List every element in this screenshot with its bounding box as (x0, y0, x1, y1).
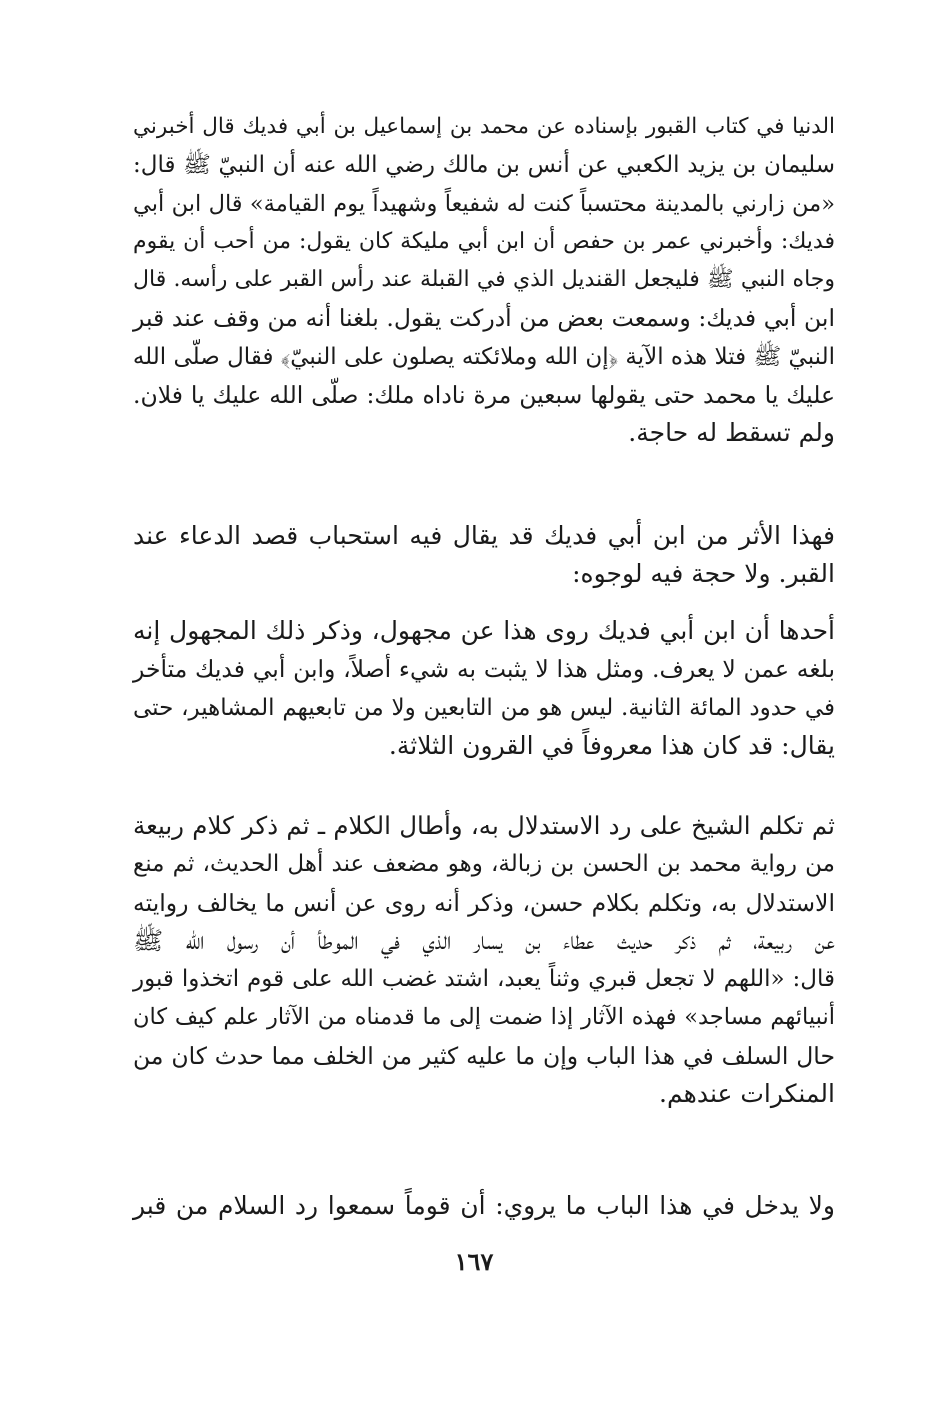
text-line: عن ربيعة، ثم ذكر حديث عطاء بن يسار الذي في الموطأ أن رسول الله ﷺ (133, 925, 835, 955)
text-line: فهذا الأثر من ابن أبي فديك قد يقال فيه استحباب قصد الدعاء عند (133, 521, 835, 550)
paragraph-shaykh-discussion (133, 807, 835, 1113)
text-line: الاستدلال به، وتكلم بكلام حسن، وذكر أنه روى عن أنس ما يخالف روايته (133, 888, 835, 917)
paragraph-hadith-narration (133, 108, 835, 453)
text-line: الدنيا في كتاب القبور بإسناده عن محمد بن إسماعيل بن أبي فديك قال أخبرني (133, 114, 835, 139)
text-line: عليك يا محمد حتى يقولها سبعين مرة ناداه ملك: صلّى الله عليك يا فلان. (133, 381, 835, 410)
text-line: ولا يدخل في هذا الباب ما يروي: أن قوماً سمعوا رد السلام من قبر (133, 1191, 835, 1220)
text-line: القبر. ولا حجة فيه لوجوه: (572, 559, 835, 589)
text-line: أحدها أن ابن أبي فديك روى هذا عن مجهول، وذكر ذلك المجهول إنه (133, 616, 835, 645)
paragraph-continuation (133, 1187, 835, 1225)
text-line: النبيّ ﷺ فتلا هذه الآية ﴿إن الله وملائكته يصلون على النبيّ﴾ فقال صلّى الله (132, 343, 835, 370)
text-line: أنبيائهم مساجد» فهذه الآثار إذا ضمت إلى ما قدمناه من الآثار علم كيف كان (133, 1004, 835, 1031)
text-line: من رواية محمد بن الحسن بن زبالة، وهو مضعف عند أهل الحديث، ثم منع (133, 851, 835, 878)
text-line: المنكرات عندهم. (659, 1079, 835, 1109)
text-line: ولم تسقط له حاجة. (628, 418, 835, 448)
paragraph-first-reason (133, 612, 835, 765)
text-line: وجاه النبي ﷺ فليجعل القنديل الذي في القبلة عند رأس القبر على رأسه. قال (133, 267, 835, 293)
page-number: ١٦٧ (454, 1247, 494, 1276)
text-line: «من زارني بالمدينة محتسباً كنت له شفيعاً وشهيداً يوم القيامة» قال ابن أبي (133, 190, 835, 217)
text-line: ثم تكلم الشيخ على رد الاستدلال به، وأطال الكلام ـ ثم ذكر كلام ربيعة (133, 811, 835, 840)
text-line: يقال: قد كان هذا معروفاً في القرون الثلاثة. (388, 730, 835, 760)
text-line: في حدود المائة الثانية. ليس هو من التابعين ولا من تابعيهم المشاهير، حتى (133, 694, 835, 721)
text-line: ابن أبي فديك: وسمعت بعض من أدركت يقول. بلغنا أنه من وقف عند قبر (133, 304, 835, 333)
text-line: حال السلف في هذا الباب وإن ما عليه كثير من الخلف مما حدث كان من (133, 1041, 835, 1070)
text-line: قال: «اللهم لا تجعل قبري وثناً يعبد، اشتد غضب الله على قوم اتخذوا قبور (133, 966, 835, 993)
text-line: بلغه عمن لا يعرف. ومثل هذا لا يثبت به شيء أصلاً، وابن أبي فديك متأخر (133, 655, 835, 684)
text-line: فديك: وأخبرني عمر بن حفص أن ابن أبي مليكة كان يقول: من أحب أن يقوم (133, 228, 835, 254)
paragraph-athar-comment (133, 517, 835, 594)
text-line: سليمان بن يزيد الكعبي عن أنس بن مالك رضي الله عنه أن النبيّ ﷺ قال: (133, 152, 835, 179)
